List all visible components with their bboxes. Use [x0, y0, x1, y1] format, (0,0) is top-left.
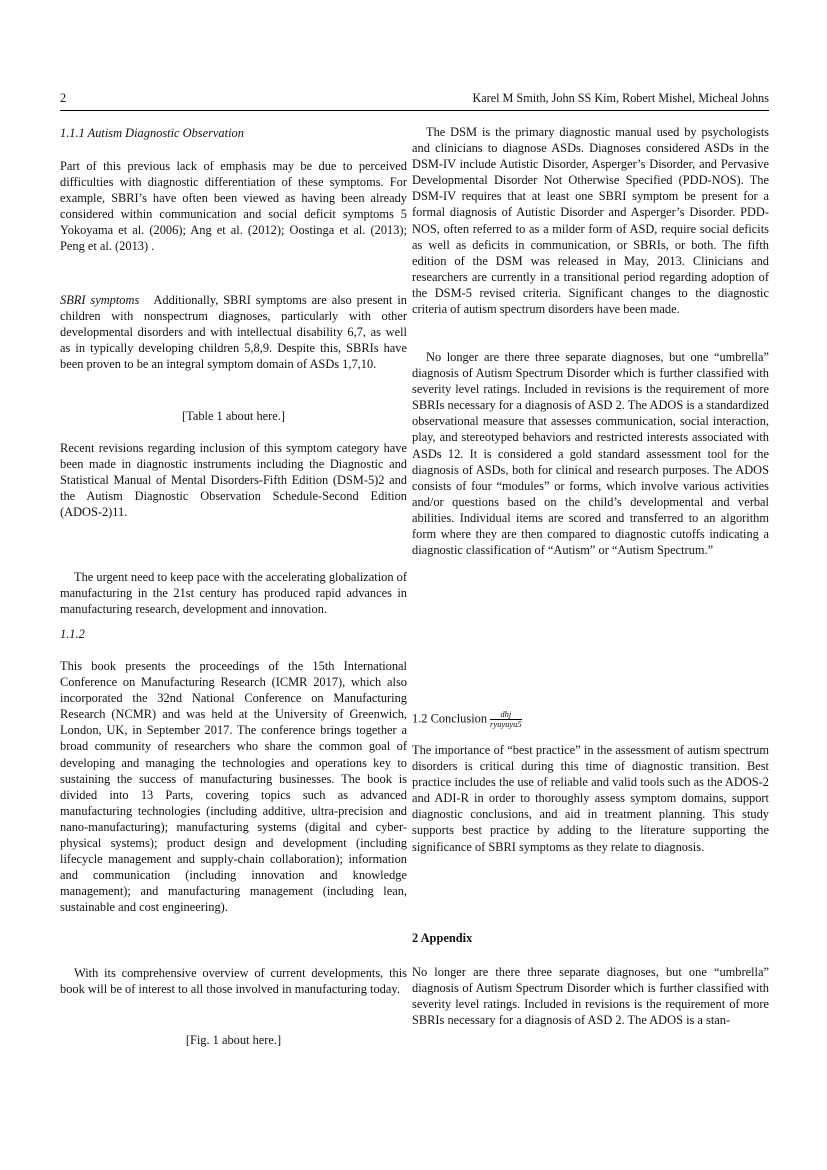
sbri-text: Additionally, SBRI symptoms are also present in children with nonspectrum diagnoses, particularly with other developmental disorders and with intellectual disability 6,7, as well as in typically developing children 5,8,9. Despite this, SBRIs have been proven to be an integral symptom domain of ASDs 1,7,10. — [60, 293, 407, 372]
paragraph-appendix: No longer are there three separate diagnoses, but one “umbrella” diagnosis of Autism Spectrum Disorder which is further classified with severity level ratings. Included in revisions is the requirement of more SBRIs necessary for a diagnosis of ASD 2. The ADOS is a stan- — [412, 965, 769, 1028]
paragraph-sbri-symptoms — [60, 292, 407, 372]
paragraph-recent-revisions: Recent revisions regarding inclusion of this symptom category have been made in diagnostic instruments including the Diagnostic and Statistical Manual of Mental Disorders-Fifth Edition (DSM-5)2 and the Autism Diagnostic Observation Schedule-Second Edition (ADOS-2)11. — [60, 441, 407, 520]
run-in-heading-sbri: SBRI symptoms — [60, 293, 140, 307]
header-rule — [60, 110, 769, 111]
paragraph-urgent-need: The urgent need to keep pace with the accelerating globalization of manufacturing in the 21st century has produced rapid advances in manufacturing research, development and innovation. — [60, 570, 407, 617]
fraction-denominator: ryuyuyu5 — [490, 719, 522, 729]
subsection-heading-1-1-1: 1.1.1 Autism Diagnostic Observation — [60, 126, 244, 140]
figure-placeholder: [Fig. 1 about here.] — [185, 1033, 282, 1047]
conclusion-heading-text: 1.2 Conclusion — [412, 711, 488, 726]
paragraph-conclusion: The importance of “best practice” in the assessment of autism spectrum disorders is critical during this time of diagnostic transition. Best practice includes the use of reliable and valid tools such as the ADOS-2 and ADI-R in order to thoroughly assess symptom domains, support diagnostic conclusions, and aid in treatment planning. This study supports best practice by adding to the literature supporting the significance of SBRI symptoms as they relate to diagnosis. — [412, 743, 769, 854]
page-number: 2 — [60, 91, 67, 105]
paragraph-dsm: The DSM is the primary diagnostic manual used by psychologists and clinicians to diagnose ASDs. Diagnoses considered ASDs in the DSM-IV include Autistic Disorder, Asperger’s Disorder, and Pervasive Developmental Disorder Not Otherwise Specified (PDD-NOS). The DSM-IV requires that at least one SBRI symptom be present for a formal diagnosis of Autistic Disorder and Asperger’s Disorder. PDD-NOS, often referred to as a milder form of ASD, require social deficits as well as deficits in communication, or SBRIs, or both. The fifth edition of the DSM was released in May, 2013. Clinicians and researchers are currently in a transitional period regarding adoption of the DSM-5 revised criteria. Significant changes to the diagnostic criteria of autism spectrum disorders have been made. — [412, 125, 769, 317]
subsection-heading-1-1-2: 1.1.2 — [60, 627, 85, 641]
paragraph-book-proceedings: This book presents the proceedings of the 15th International Conference on Manufacturing Research (ICMR 2017), which also incorporated the 32nd National Conference on Manufacturing Research (NCMR) and was held at the University of Greenwich, London, UK, in September 2017. The conference brings together a broad community of researchers who share the common goal of developing and managing the technologies and operations key to sustaining the success of manufacturing businesses. The book is divided into 13 Parts, covering topics such as advanced manufacturing technologies (including additive, ultra-precision and nano-manufacturing); manufacturing systems (digital and cyber-physical systems); product design and development (including lifecycle management and supply-chain collaboration); information and communication (including innovation and knowledge management); and manufacturing management (including lean, sustainable and cost engineering). — [60, 659, 407, 915]
paragraph-comprehensive-overview: With its comprehensive overview of current developments, this book will be of interest to all those involved in manufacturing today. — [60, 966, 407, 997]
fraction-numerator: dhj — [490, 710, 522, 720]
section-heading-appendix: 2 Appendix — [412, 931, 473, 945]
section-heading-1-2-conclusion — [412, 710, 769, 729]
heading-fraction — [490, 710, 522, 729]
paragraph-no-longer: No longer are there three separate diagnoses, but one “umbrella” diagnosis of Autism Spectrum Disorder which is further classified with severity level ratings. Included in revisions is the requirement of more SBRIs necessary for a diagnosis of ASD 2. The ADOS is a standardized observational measure that assesses communication, social interaction, play, and stereotyped behaviors and restricted interests associated with ASDs 12. It is considered a gold standard assessment tool for the diagnosis of ASDs, both for clinical and research purposes. The ADOS consists of four “modules” or forms, which involve various activities and/or questions based on the child’s developmental and verbal abilities. Individual items are scored and transferred to an algorithm form where they are then compared to diagnostic cutoffs indicating a diagnostic classification of “Autism” or “Autism Spectrum.” — [412, 350, 769, 558]
running-head-authors: Karel M Smith, John SS Kim, Robert Mishel, Micheal Johns — [472, 91, 769, 105]
table-placeholder: [Table 1 about here.] — [181, 409, 286, 423]
paragraph-lack-of-emphasis: Part of this previous lack of emphasis may be due to perceived difficulties with diagnostic differentiation of these symptoms. For example, SBRI’s have often been viewed as having been already considered within communication and social deficit symptoms 5 Yokoyama et al. (2006); Ang et al. (2012); Oostinga et al. (2013); Peng et al. (2013) . — [60, 159, 407, 254]
